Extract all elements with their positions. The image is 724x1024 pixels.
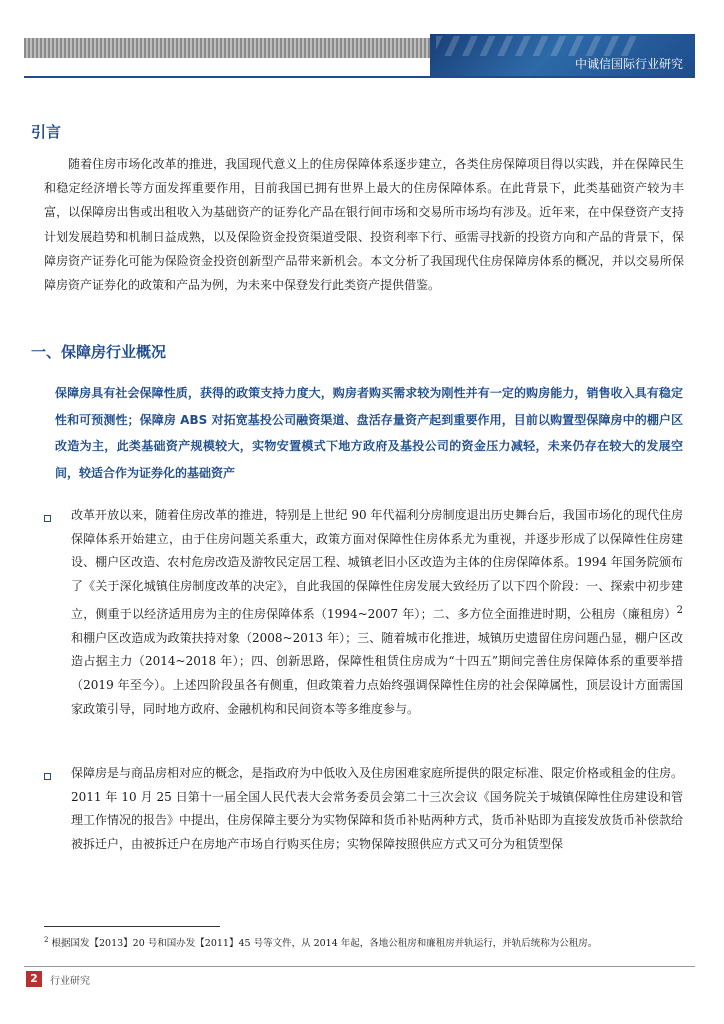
footnote-number: 2	[44, 936, 49, 944]
page-number-badge: 2	[26, 971, 42, 987]
intro-paragraph: 随着住房市场化改革的推进，我国现代意义上的住房保障体系逐步建立，各类住房保障项目得以实践，并在保障民生和稳定经济增长等方面发挥重要作用，目前我国已拥有世界上最大的住房保障体系。在此背景下，此类基础资产较为丰富，以保障房出售或出租收入为基础资产的证券化产品在银行间市场和交易所市场均有涉及。近年来，在中保登资产支持计划发展趋势和机制日益成熟，以及保险资金投资渠道受限、投资利率下行、亟需寻找新的投资方向和产品的背景下，保障房资产证券化可能为保险资金投资创新型产品带来新机会。本文分析了我国现代住房保障房体系的概况，并以交易所保障房资产证券化的政策和产品为例，为未来中保登发行此类资产提供借鉴。	[44, 157, 684, 293]
bullet-text-part: 和棚户区改造成为政策扶持对象（2008~2013 年）；三、随着城市化推进，城镇历史遗留住房问题凸显，棚户区改造占据主力（2014~2018 年）；四、创新思路，保障性租赁住房成为“十四五”期间完善住房保障体系的重要举措（2019 年至今）。上述四阶段虽各有侧重，但政策着力点始终强调保障性住房的社会保障属性，顶层设计方面需国家政策引导，同时地方政府、金融机构和民间资本等多维度参与。	[71, 630, 683, 716]
bullet-text-part: 保障房是与商品房相对应的概念，是指政府为中低收入及住房困难家庭所提供的限定标准、限定价格或租金的住房。2011 年 10 月 25 日第十一届全国人民代表大会常务委员会第二十三次会议《国务院关于城镇保障性住房建设和管理工作情况的报告》中提出，住房保障主要分为实物保障和货币补贴两种方式，货币补贴即为直接发放货币补偿款给被拆迁户，由被拆迁户在房地产市场自行购买住房；实物保障按照供应方式又可分为租赁型保	[71, 766, 684, 852]
bullet-marker	[44, 515, 51, 522]
bullet-marker	[44, 773, 51, 780]
header-banner	[430, 34, 695, 76]
footnote	[44, 933, 684, 951]
footnote-ref[interactable]: 2	[676, 604, 683, 616]
footer-divider	[24, 966, 695, 967]
banner-decoration	[436, 36, 636, 56]
bullet-text-part: 改革开放以来，随着住房改革的推进，特别是上世纪 90 年代福利分房制度退出历史舞台后，我国市场化的现代住房保障体系开始建立，由于住房问题关系重大，政策方面对保障性住房体系尤为重视，并逐步形成了以保障性住房建设、棚户区改造、农村危房改造及游牧民定居工程、城镇老旧小区改造为主体的住房保障体系。1994 年国务院颁布了《关于深化城镇住房制度改革的决定》，自此我国的保障性住房发展大致经历了以下四个阶段：一、探索中初步建立，侧重于以经济适用房为主的住房保障体系（1994~2007 年）；二、多方位全面推进时期，公租房（廉租房）	[71, 508, 683, 621]
footnote-divider	[44, 926, 220, 927]
section-summary: 保障房具有社会保障性质，获得的政策支持力度大，购房者购买需求较为刚性并有一定的购房能力，销售收入具有稳定性和可预测性；保障房 ABS 对拓宽基投公司融资渠道、盘活存量资产起到重要作用，目前以购置型保障房中的棚户区改造为主，此类基础资产规模较大，实物安置模式下地方政府及基投公司的资金压力减轻，未来仍存在较大的发展空间，较适合作为证券化的基础资产	[55, 386, 683, 480]
header-divider	[24, 76, 695, 78]
intro-heading: 引言	[31, 123, 62, 141]
section-heading: 一、保障房行业概况	[31, 343, 167, 361]
bullet-paragraph-1	[71, 504, 683, 721]
footer-label: 行业研究	[50, 976, 90, 987]
header-title: 中诚信国际行业研究	[574, 57, 683, 71]
bullet-paragraph-2	[71, 762, 683, 857]
footnote-text: 根据国发【2013】20 号和国办发【2011】45 号等文件，从 2014 年起，各地公租房和廉租房并轨运行，并轨后统称为公租房。	[51, 938, 598, 950]
header-stripe-bar	[24, 38, 430, 58]
